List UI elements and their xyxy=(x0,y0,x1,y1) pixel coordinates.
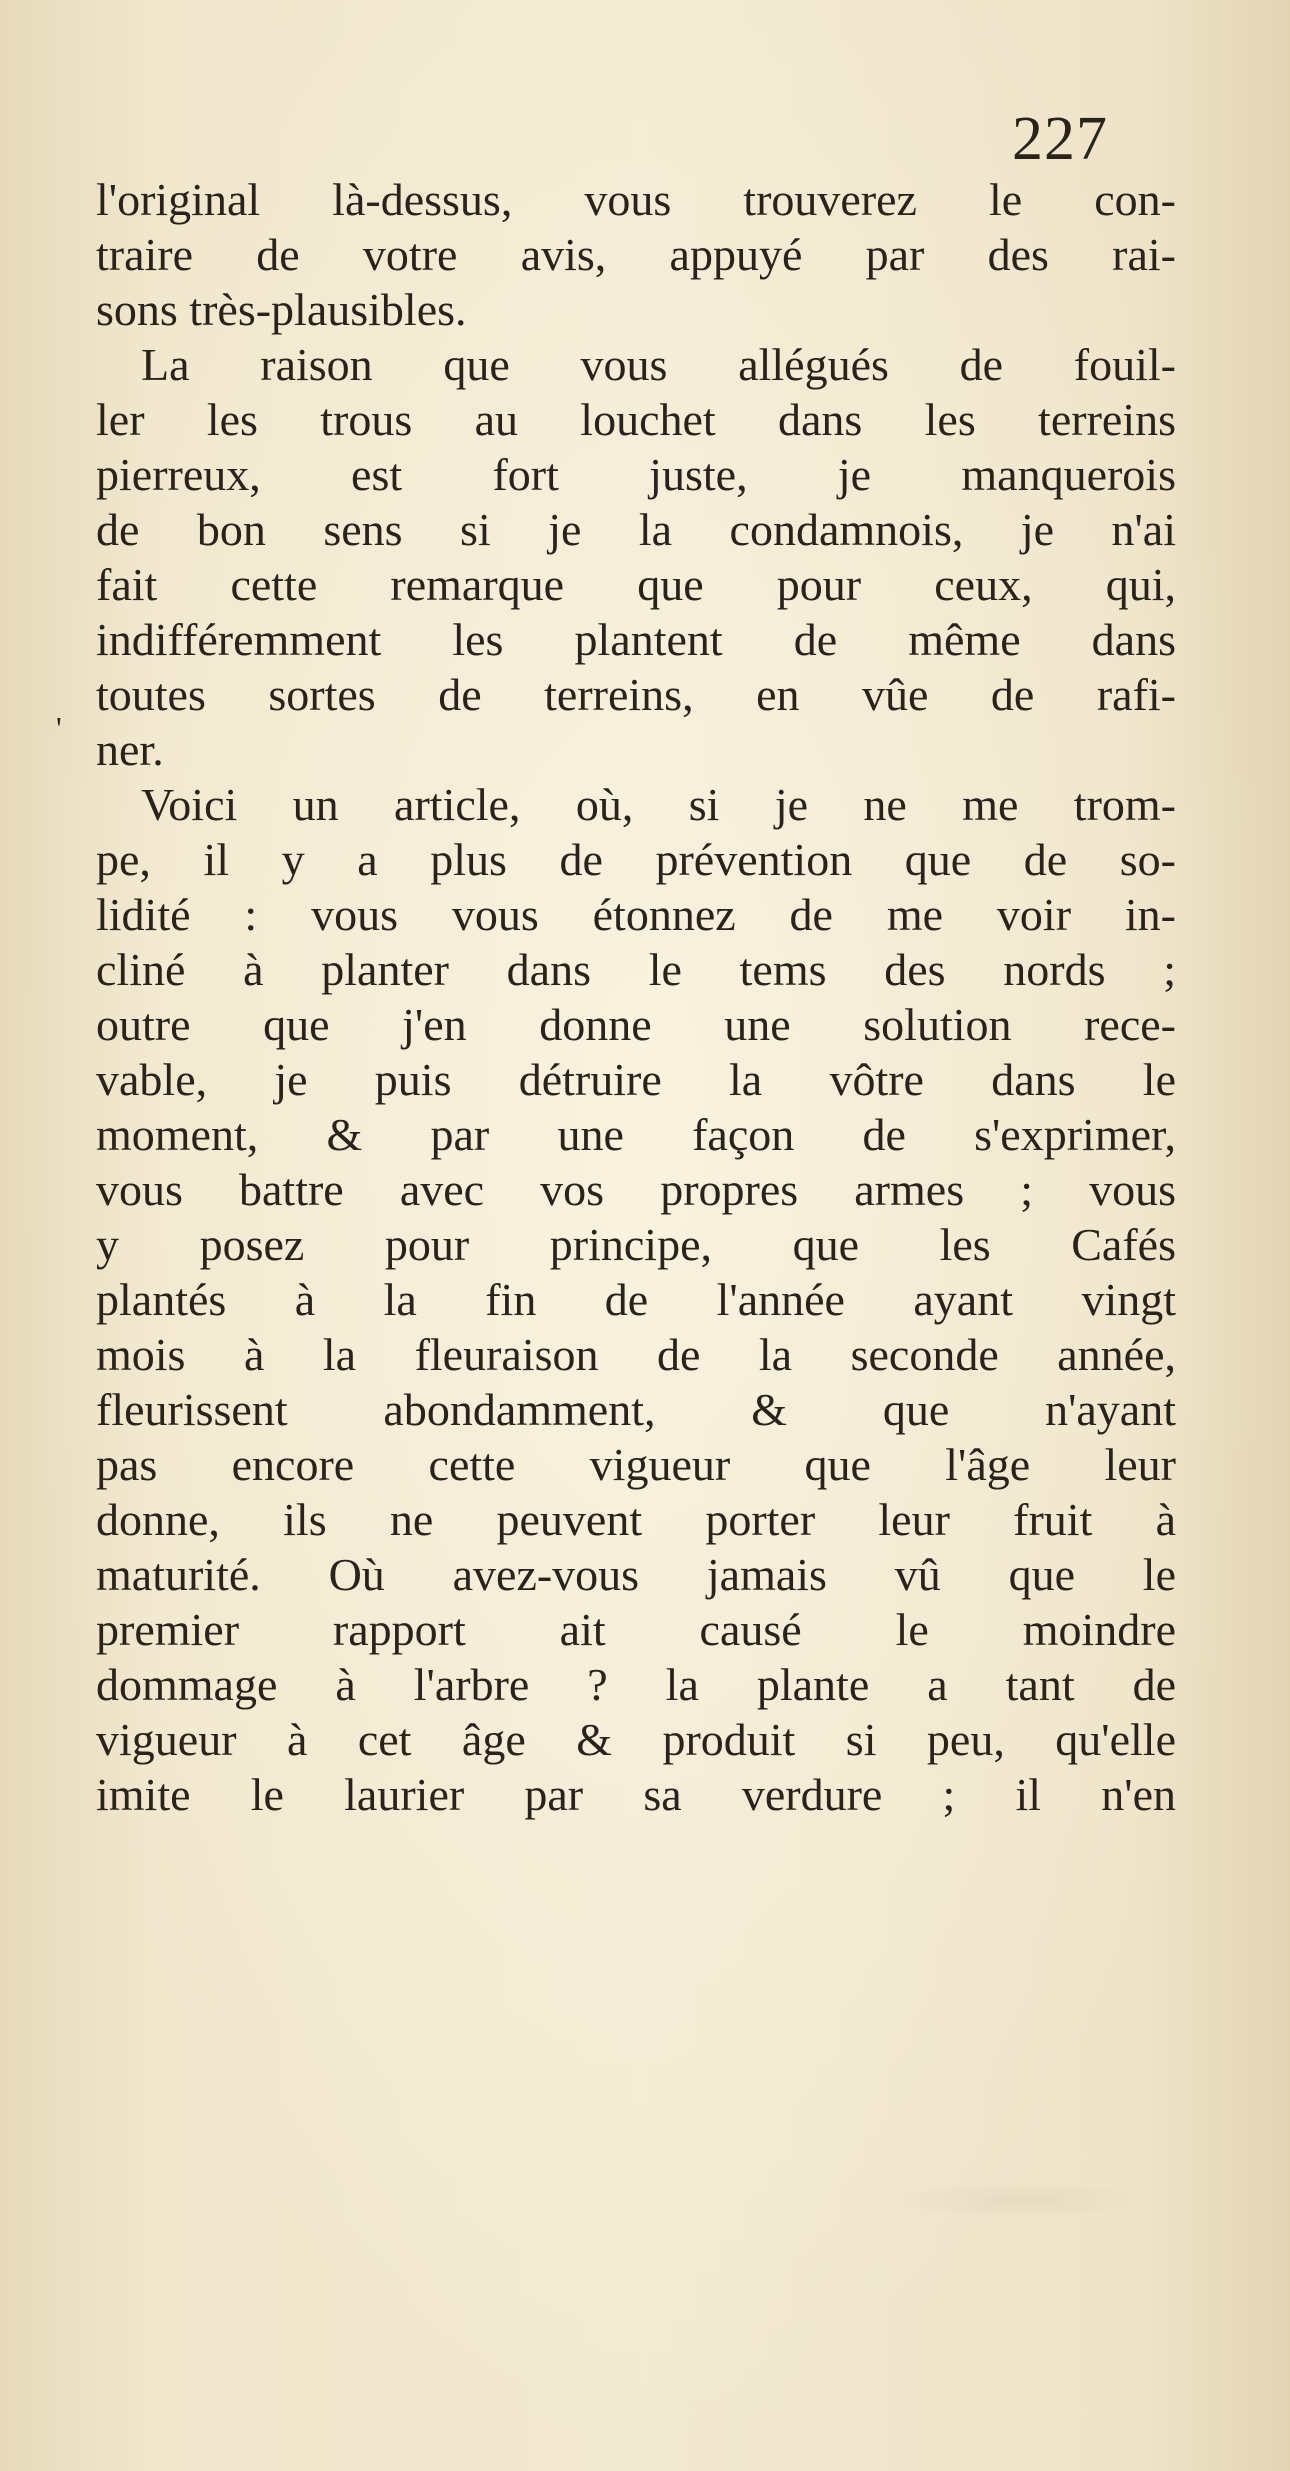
page-number: 227 xyxy=(1012,105,1108,173)
text-line: traire de votre avis, appuyé par des rai- xyxy=(96,229,1176,280)
text-line: pe, il y a plus de prévention que de so- xyxy=(96,834,1176,885)
paper-smudge xyxy=(880,2180,1160,2220)
text-line: imite le laurier par sa verdure ; il n'en xyxy=(96,1769,1176,1820)
text-line: La raison que vous allégués de fouil- xyxy=(141,339,1176,390)
text-line: ner. xyxy=(96,724,164,775)
text-line: vable, je puis détruire la vôtre dans le xyxy=(96,1054,1176,1105)
text-line: lidité : vous vous étonnez de me voir in- xyxy=(96,889,1176,940)
text-line: pas encore cette vigueur que l'âge leur xyxy=(96,1439,1176,1490)
text-line: premier rapport ait causé le moindre xyxy=(96,1604,1176,1655)
text-line: toutes sortes de terreins, en vûe de rafi- xyxy=(96,669,1176,720)
text-line: indifféremment les plantent de même dans xyxy=(96,614,1176,665)
text-line: vigueur à cet âge & produit si peu, qu'elle xyxy=(96,1714,1176,1765)
text-line: de bon sens si je la condamnois, je n'ai xyxy=(96,504,1176,555)
text-line: fait cette remarque que pour ceux, qui, xyxy=(96,559,1176,610)
text-line: dommage à l'arbre ? la plante a tant de xyxy=(96,1659,1176,1710)
text-line: fleurissent abondamment, & que n'ayant xyxy=(96,1384,1176,1435)
text-line: sons très-plausibles. xyxy=(96,284,467,335)
margin-mark: ' xyxy=(56,710,62,746)
text-line: pierreux, est fort juste, je manquerois xyxy=(96,449,1176,500)
body-text xyxy=(96,172,1176,1822)
text-line: y posez pour principe, que les Cafés xyxy=(96,1219,1176,1270)
text-line: outre que j'en donne une solution rece- xyxy=(96,999,1176,1050)
text-line: maturité. Où avez-vous jamais vû que le xyxy=(96,1549,1176,1600)
text-line: plantés à la fin de l'année ayant vingt xyxy=(96,1274,1176,1325)
text-line: moment, & par une façon de s'exprimer, xyxy=(96,1109,1176,1160)
text-line: vous battre avec vos propres armes ; vous xyxy=(96,1164,1176,1215)
text-line: cliné à planter dans le tems des nords ; xyxy=(96,944,1176,995)
text-line: donne, ils ne peuvent porter leur fruit à xyxy=(96,1494,1176,1545)
text-line: Voici un article, où, si je ne me trom- xyxy=(141,779,1176,830)
text-line: mois à la fleuraison de la seconde année, xyxy=(96,1329,1176,1380)
text-line: l'original là-dessus, vous trouverez le con- xyxy=(96,174,1176,225)
text-line: ler les trous au louchet dans les terreins xyxy=(96,394,1176,445)
